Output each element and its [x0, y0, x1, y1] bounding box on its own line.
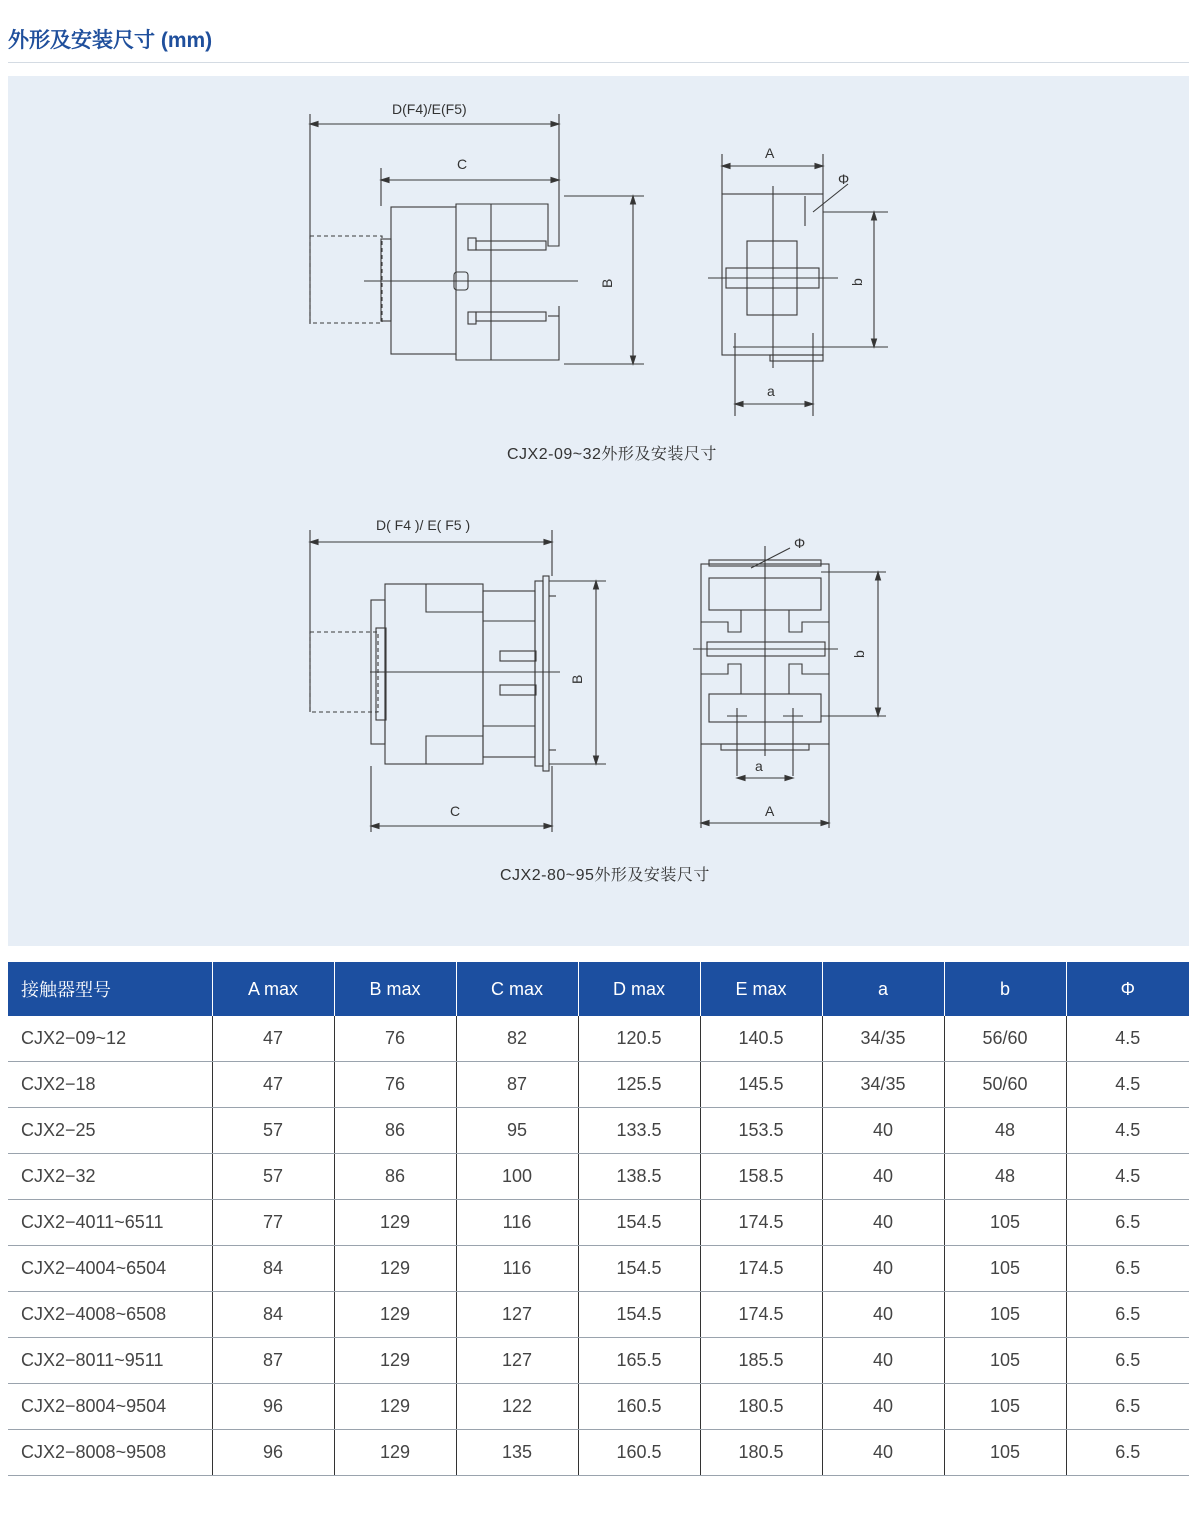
- d1-b-side-label: B: [599, 278, 615, 288]
- page-title: 外形及安装尺寸 (mm): [8, 29, 213, 52]
- cell-model: CJX2−4004~6504: [8, 1246, 212, 1292]
- d2-de-label: D( F4 )/ E( F5 ): [376, 517, 471, 533]
- cell-a-max: 96: [212, 1430, 334, 1476]
- cell-phi: 4.5: [1066, 1016, 1189, 1062]
- cell-a: 40: [822, 1246, 944, 1292]
- cell-phi: 6.5: [1066, 1292, 1189, 1338]
- cell-e-max: 174.5: [700, 1200, 822, 1246]
- table-row: [8, 1292, 1189, 1338]
- d2-a-bottom-label: A: [765, 803, 775, 819]
- cell-b: 56/60: [944, 1016, 1066, 1062]
- cell-d-max: 160.5: [578, 1430, 700, 1476]
- cell-a-max: 47: [212, 1016, 334, 1062]
- cell-d-max: 165.5: [578, 1338, 700, 1384]
- table-row: [8, 1108, 1189, 1154]
- table-row: [8, 1384, 1189, 1430]
- cell-e-max: 145.5: [700, 1062, 822, 1108]
- cell-c-max: 116: [456, 1246, 578, 1292]
- cell-c-max: 95: [456, 1108, 578, 1154]
- cell-model: CJX2−8011~9511: [8, 1338, 212, 1384]
- cell-phi: 6.5: [1066, 1430, 1189, 1476]
- table-row: [8, 1338, 1189, 1384]
- cell-a: 34/35: [822, 1016, 944, 1062]
- d2-a-mid-label: a: [755, 758, 763, 774]
- table-header-row: [8, 962, 1189, 1016]
- header-e-max: E max: [700, 962, 822, 1016]
- cell-b: 48: [944, 1154, 1066, 1200]
- cell-d-max: 154.5: [578, 1200, 700, 1246]
- header-d-max: D max: [578, 962, 700, 1016]
- cell-b: 105: [944, 1200, 1066, 1246]
- cell-a: 34/35: [822, 1062, 944, 1108]
- cell-a: 40: [822, 1338, 944, 1384]
- table-row: [8, 1016, 1189, 1062]
- d1-a-bottom-label: a: [767, 383, 775, 399]
- cell-b: 105: [944, 1292, 1066, 1338]
- cell-e-max: 158.5: [700, 1154, 822, 1200]
- cell-d-max: 125.5: [578, 1062, 700, 1108]
- cell-b: 50/60: [944, 1062, 1066, 1108]
- table-row: [8, 1200, 1189, 1246]
- cell-model: CJX2−32: [8, 1154, 212, 1200]
- cell-e-max: 180.5: [700, 1384, 822, 1430]
- cell-model: CJX2−25: [8, 1108, 212, 1154]
- cell-phi: 4.5: [1066, 1108, 1189, 1154]
- d2-b-front-label: b: [851, 650, 867, 658]
- cell-b-max: 129: [334, 1200, 456, 1246]
- cell-b-max: 129: [334, 1430, 456, 1476]
- cell-a: 40: [822, 1200, 944, 1246]
- header-b-max: B max: [334, 962, 456, 1016]
- cell-a-max: 84: [212, 1246, 334, 1292]
- header-b: b: [944, 962, 1066, 1016]
- cell-b-max: 129: [334, 1338, 456, 1384]
- table-body: [8, 1016, 1189, 1476]
- cell-a-max: 84: [212, 1292, 334, 1338]
- title-divider: [8, 62, 1189, 63]
- header-a: a: [822, 962, 944, 1016]
- table-row: [8, 1430, 1189, 1476]
- table-row: [8, 1154, 1189, 1200]
- cell-phi: 6.5: [1066, 1200, 1189, 1246]
- d1-side-view: [310, 114, 644, 364]
- cell-b: 48: [944, 1108, 1066, 1154]
- cell-d-max: 154.5: [578, 1246, 700, 1292]
- d2-caption: CJX2-80~95外形及安装尺寸: [500, 867, 710, 884]
- cell-phi: 6.5: [1066, 1338, 1189, 1384]
- cell-d-max: 154.5: [578, 1292, 700, 1338]
- cell-d-max: 138.5: [578, 1154, 700, 1200]
- cell-c-max: 135: [456, 1430, 578, 1476]
- cell-e-max: 180.5: [700, 1430, 822, 1476]
- cell-c-max: 116: [456, 1200, 578, 1246]
- cell-a-max: 87: [212, 1338, 334, 1384]
- d1-de-label: D(F4)/E(F5): [392, 101, 467, 117]
- header-c-max: C max: [456, 962, 578, 1016]
- d1-b-front-label: b: [849, 278, 865, 286]
- cell-model: CJX2−09~12: [8, 1016, 212, 1062]
- d2-front-view: [693, 546, 886, 828]
- cell-phi: 6.5: [1066, 1246, 1189, 1292]
- cell-b-max: 129: [334, 1384, 456, 1430]
- cell-b-max: 76: [334, 1062, 456, 1108]
- cell-b-max: 129: [334, 1246, 456, 1292]
- cell-model: CJX2−8004~9504: [8, 1384, 212, 1430]
- cell-phi: 4.5: [1066, 1154, 1189, 1200]
- cell-phi: 6.5: [1066, 1384, 1189, 1430]
- table-row: [8, 1246, 1189, 1292]
- cell-a-max: 57: [212, 1154, 334, 1200]
- cell-model: CJX2−8008~9508: [8, 1430, 212, 1476]
- d1-a-top-label: A: [765, 145, 775, 161]
- cell-c-max: 122: [456, 1384, 578, 1430]
- cell-a: 40: [822, 1292, 944, 1338]
- diagram-panel: [8, 76, 1189, 946]
- cell-model: CJX2−4008~6508: [8, 1292, 212, 1338]
- cell-c-max: 82: [456, 1016, 578, 1062]
- cell-c-max: 127: [456, 1292, 578, 1338]
- cell-b-max: 86: [334, 1154, 456, 1200]
- cell-phi: 4.5: [1066, 1062, 1189, 1108]
- cell-b: 105: [944, 1384, 1066, 1430]
- table-row: [8, 1062, 1189, 1108]
- cell-c-max: 127: [456, 1338, 578, 1384]
- cell-a: 40: [822, 1430, 944, 1476]
- cell-b-max: 86: [334, 1108, 456, 1154]
- cell-a-max: 47: [212, 1062, 334, 1108]
- cell-model: CJX2−18: [8, 1062, 212, 1108]
- d1-caption: CJX2-09~32外形及安装尺寸: [507, 446, 717, 463]
- dimension-drawings: [8, 76, 1189, 946]
- cell-e-max: 185.5: [700, 1338, 822, 1384]
- cell-a: 40: [822, 1108, 944, 1154]
- cell-a-max: 57: [212, 1108, 334, 1154]
- d2-b-side-label: B: [569, 674, 585, 684]
- d1-c-label: C: [457, 156, 468, 172]
- cell-c-max: 100: [456, 1154, 578, 1200]
- cell-e-max: 153.5: [700, 1108, 822, 1154]
- cell-b-max: 76: [334, 1016, 456, 1062]
- header-phi: Φ: [1066, 962, 1189, 1016]
- cell-a-max: 77: [212, 1200, 334, 1246]
- d2-side-view: [310, 530, 606, 832]
- cell-model: CJX2−4011~6511: [8, 1200, 212, 1246]
- cell-b: 105: [944, 1246, 1066, 1292]
- cell-c-max: 87: [456, 1062, 578, 1108]
- d1-phi-label: Φ: [838, 171, 850, 187]
- cell-d-max: 133.5: [578, 1108, 700, 1154]
- cell-e-max: 174.5: [700, 1246, 822, 1292]
- cell-a-max: 96: [212, 1384, 334, 1430]
- header-a-max: A max: [212, 962, 334, 1016]
- cell-d-max: 160.5: [578, 1384, 700, 1430]
- d2-phi-label: Φ: [794, 535, 806, 551]
- d2-c-label: C: [450, 803, 461, 819]
- cell-a: 40: [822, 1384, 944, 1430]
- cell-d-max: 120.5: [578, 1016, 700, 1062]
- cell-a: 40: [822, 1154, 944, 1200]
- header-model: 接触器型号: [8, 962, 212, 1016]
- cell-e-max: 140.5: [700, 1016, 822, 1062]
- dimensions-table: [8, 962, 1189, 1476]
- cell-b: 105: [944, 1338, 1066, 1384]
- cell-b-max: 129: [334, 1292, 456, 1338]
- cell-e-max: 174.5: [700, 1292, 822, 1338]
- cell-b: 105: [944, 1430, 1066, 1476]
